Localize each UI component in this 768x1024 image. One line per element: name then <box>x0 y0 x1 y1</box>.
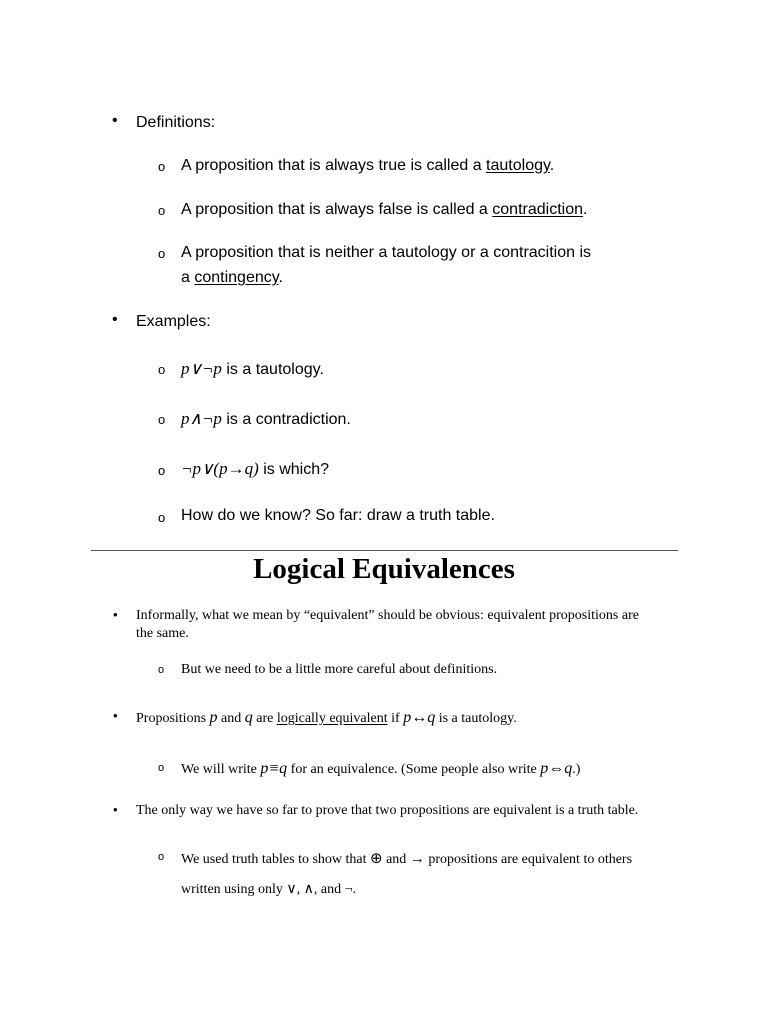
term-tautology: tautology <box>486 157 550 174</box>
informal-line2: the same. <box>136 626 189 641</box>
truth-table-sub-line1: We used truth tables to show that ⊕ and → propositions are equivalent to others <box>181 849 633 867</box>
example-which: ¬p∨(p→q) is which? <box>181 459 329 478</box>
bullet-dot: • <box>113 607 118 622</box>
sub-bullet: o <box>158 362 166 377</box>
truth-table-sub-line2: written using only ∨, ∧, and ¬. <box>181 881 357 897</box>
sub-bullet: o <box>158 203 166 218</box>
bullet-dot: • <box>113 802 118 817</box>
formula: p∧¬p <box>181 409 222 428</box>
definition-contingency-line1: A proposition that is neither a tautology or a contracition is <box>181 244 592 261</box>
sub-bullet: o <box>158 510 166 525</box>
sub-bullet: o <box>158 246 166 261</box>
section-title: Logical Equivalences <box>253 553 515 585</box>
only-way-text: The only way we have so far to prove that two propositions are equivalent is a truth table. <box>136 803 639 818</box>
informal-line1: Informally, what we mean by “equivalent” should be obvious: equivalent propositions are <box>136 608 639 623</box>
sub-bullet: o <box>158 463 166 478</box>
definition-contingency-line2: a contingency. <box>181 269 283 286</box>
informal-sub: But we need to be a little more careful about definitions. <box>181 662 498 677</box>
bullet-dot: • <box>113 708 118 723</box>
sub-bullet: o <box>158 664 165 676</box>
examples-heading: Examples: <box>136 313 211 330</box>
example-how: How do we know? So far: draw a truth table. <box>181 507 495 524</box>
formula: p∨¬p <box>181 359 222 378</box>
bullet-dot: • <box>112 112 118 129</box>
logical-equivalence-definition: Propositions p and q are logically equivalent if p↔q is a tautology. <box>136 709 517 726</box>
example-contradiction: p∧¬p is a contradiction. <box>181 409 351 428</box>
term-contingency: contingency <box>194 269 279 286</box>
sub-bullet: o <box>158 851 165 863</box>
example-tautology: p∨¬p is a tautology. <box>181 359 324 378</box>
definitions-heading: Definitions: <box>136 114 216 131</box>
section-divider <box>91 550 678 551</box>
formula: ¬p∨(p→q) <box>181 459 259 478</box>
sub-bullet: o <box>158 159 166 174</box>
bullet-dot: • <box>112 311 118 328</box>
definition-tautology: A proposition that is always true is called a tautology. <box>181 157 555 174</box>
definition-contradiction: A proposition that is always false is called a contradiction. <box>181 201 588 218</box>
sub-bullet: o <box>158 412 166 427</box>
sub-bullet: o <box>158 762 165 774</box>
term-contradiction: contradiction <box>492 201 583 218</box>
term-logically-equivalent: logically equivalent <box>276 711 388 726</box>
equivalence-notation: We will write p≡q for an equivalence. (Some people also write p⇔q.) <box>181 760 581 777</box>
